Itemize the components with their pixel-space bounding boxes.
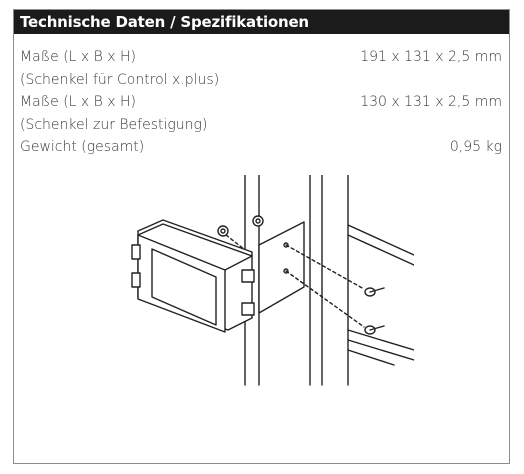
spec-row	[20, 136, 502, 159]
spec-row	[20, 91, 502, 114]
spec-list	[20, 46, 502, 159]
cross-bars	[348, 225, 414, 365]
spec-label: Maße (L x B x H)	[20, 94, 136, 110]
controller-device	[132, 220, 254, 332]
bracket-plate	[259, 222, 304, 313]
spec-value: 130 x 131 x 2,5 mm	[360, 94, 502, 110]
spec-row	[20, 69, 502, 92]
spec-panel	[13, 9, 510, 464]
spec-label: Maße (L x B x H)	[20, 49, 136, 65]
spec-label: (Schenkel für Control x.plus)	[20, 71, 220, 88]
spec-value: 0,95 kg	[449, 139, 502, 155]
section-title: Technische Daten / Spezifikationen	[14, 10, 509, 34]
spec-label: (Schenkel zur Befestigung)	[20, 116, 208, 133]
spec-row	[20, 114, 502, 137]
mounting-illustration	[114, 175, 414, 400]
spec-label: Gewicht (gesamt)	[20, 139, 145, 155]
spec-value: 191 x 131 x 2,5 mm	[360, 49, 502, 65]
spec-row	[20, 46, 502, 69]
